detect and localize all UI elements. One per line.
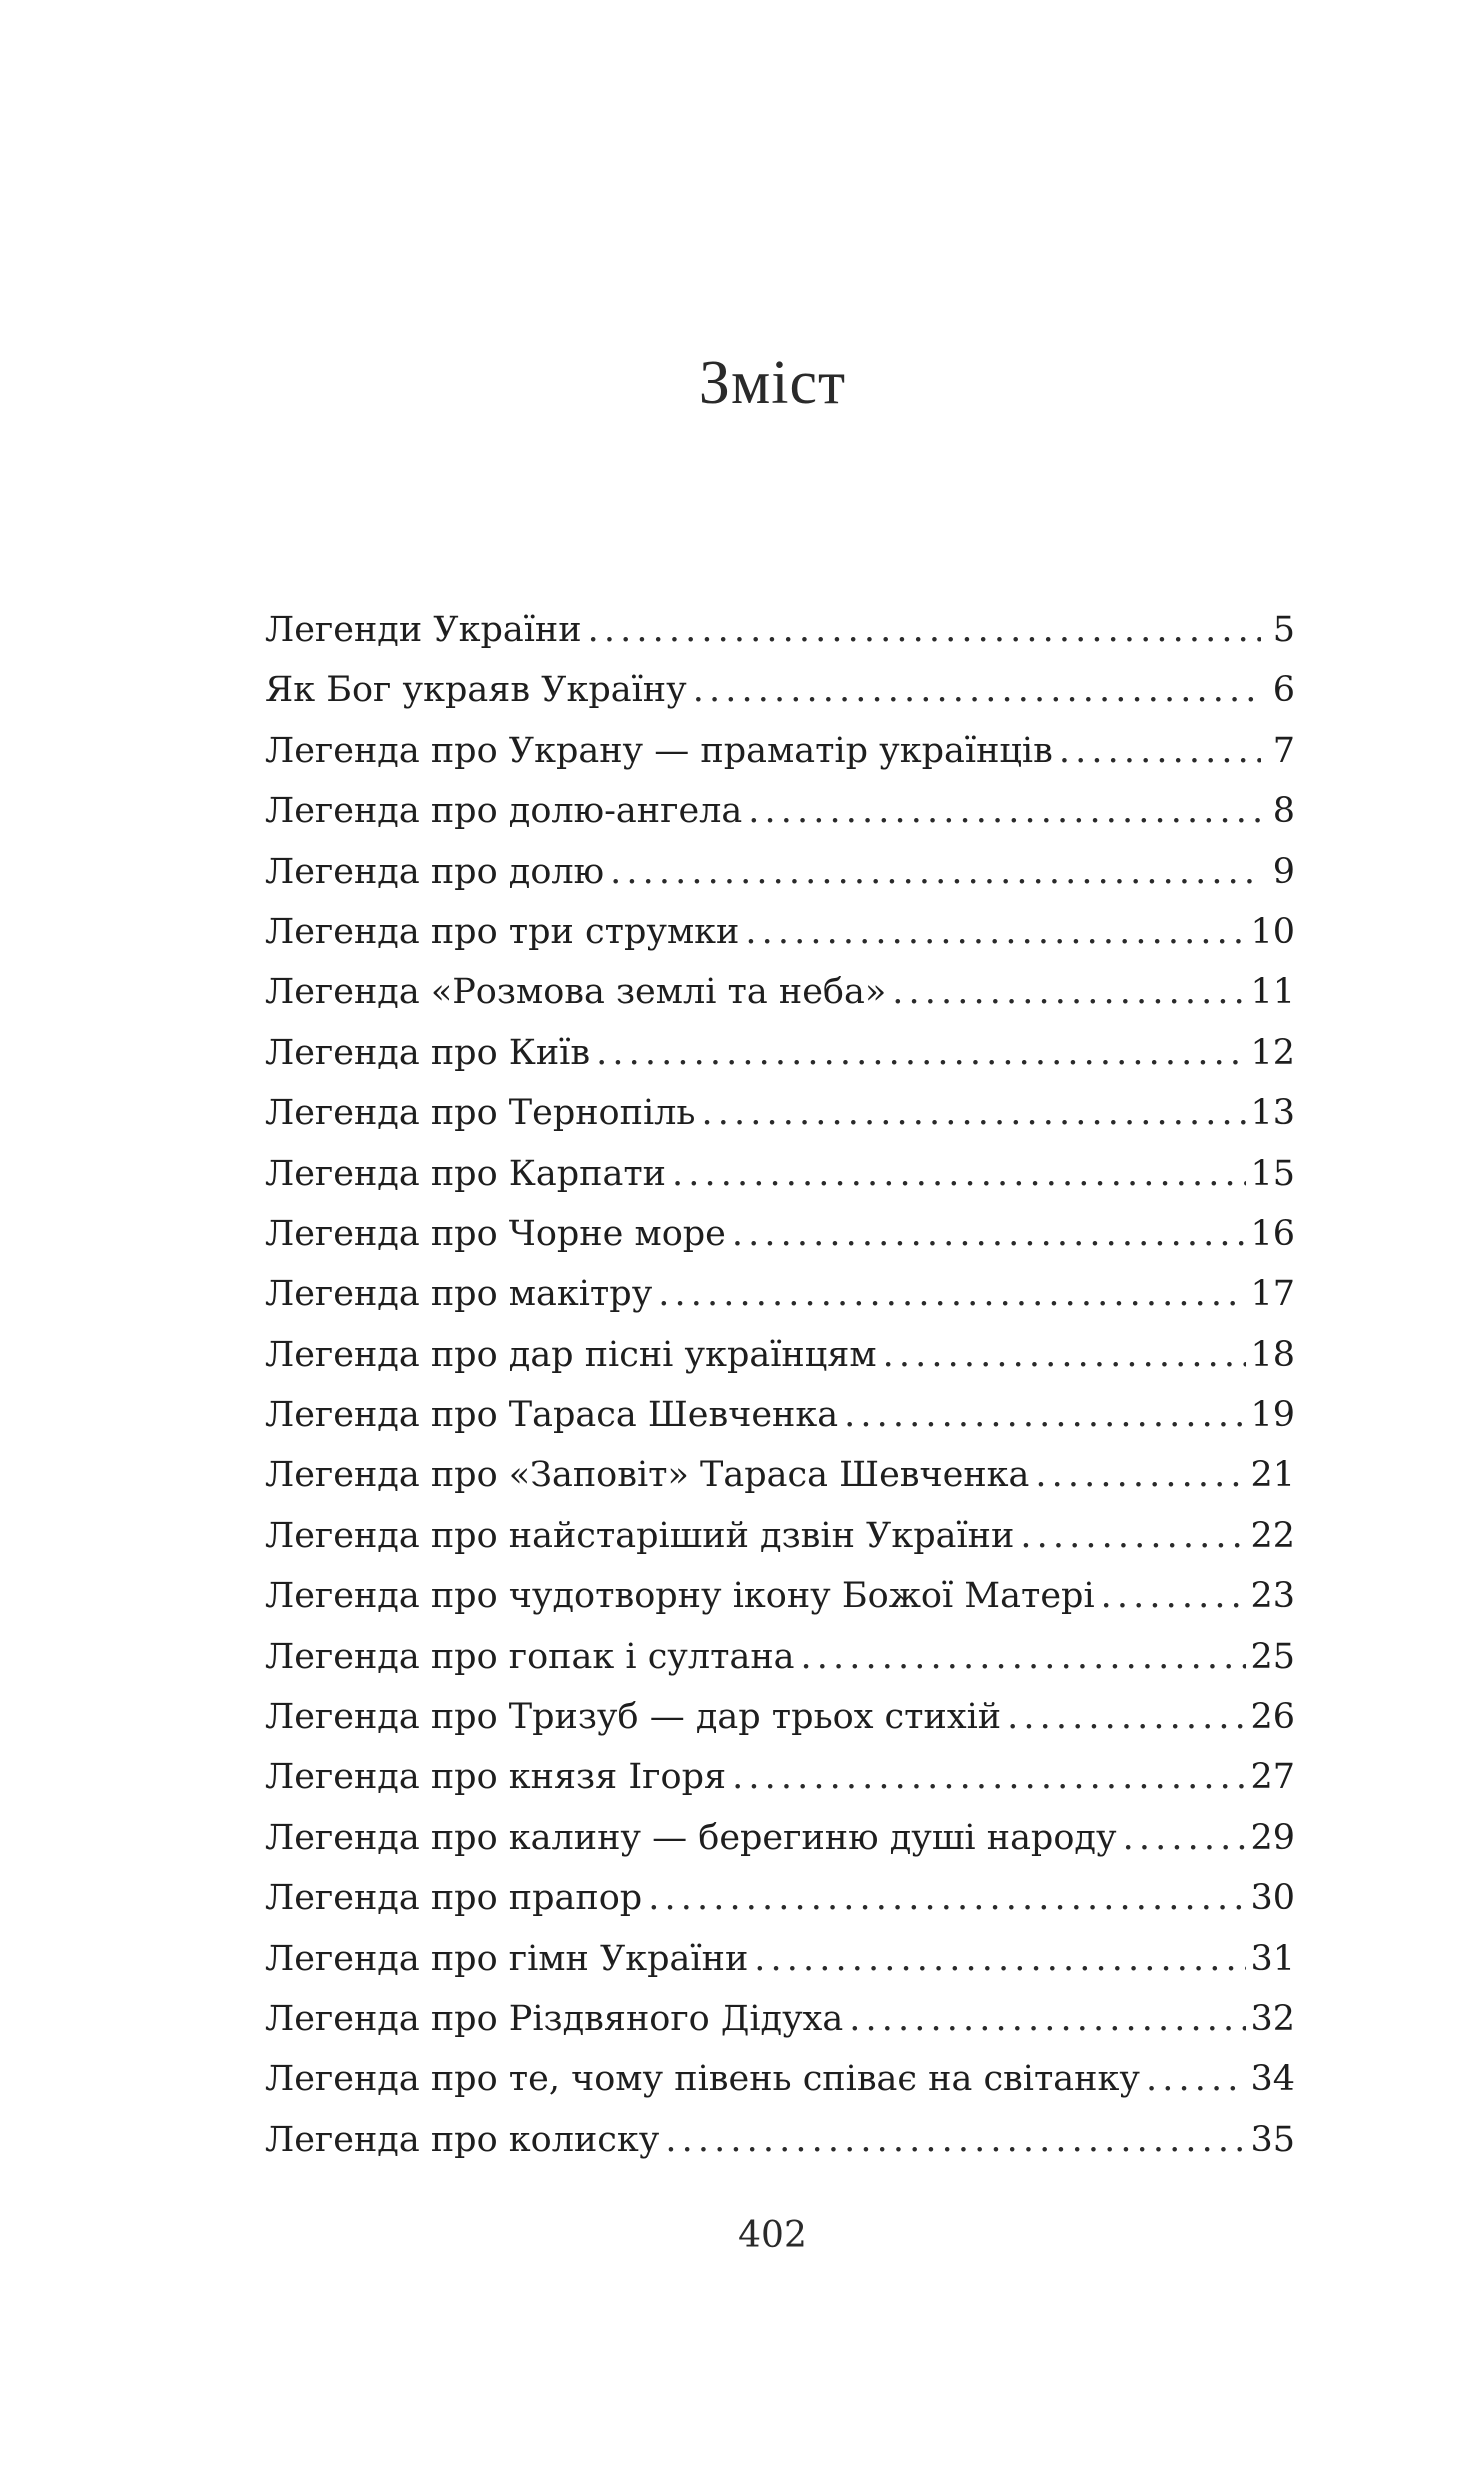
toc-entry xyxy=(265,781,1295,841)
toc-entry-title: Легенда про гімн України xyxy=(265,1938,749,1979)
toc-page-number: 18 xyxy=(1250,1334,1295,1375)
toc-entry-title: Легенда «Розмова землі та неба» xyxy=(265,972,887,1013)
table-of-contents xyxy=(265,600,1295,2170)
toc-page-number: 23 xyxy=(1250,1576,1295,1617)
toc-entry xyxy=(265,962,1295,1022)
toc-entry-title: Легенда про Тризуб — дар трьох стихій xyxy=(265,1697,1002,1738)
dot-leader xyxy=(745,902,1246,962)
toc-entry-title: Легенда про Украну — праматір українців xyxy=(265,730,1053,771)
dot-leader xyxy=(732,1204,1247,1264)
dot-leader xyxy=(1020,1506,1246,1566)
toc-entry-title: Легенда про Київ xyxy=(265,1032,591,1073)
toc-entry-title: Легенда про макітру xyxy=(265,1274,653,1315)
dot-leader xyxy=(648,1868,1246,1928)
toc-entry-title: Легенда про «Заповіт» Тараса Шевченка xyxy=(265,1455,1030,1496)
toc-entry xyxy=(265,1144,1295,1204)
toc-entry-title: Легенда про дар пісні українцям xyxy=(265,1334,877,1375)
dot-leader xyxy=(1007,1687,1246,1747)
toc-entry-title: Як Бог украяв Україну xyxy=(265,670,687,711)
toc-entry-title: Легенда про те, чому півень співає на світанку xyxy=(265,2059,1140,2100)
dot-leader xyxy=(658,1264,1246,1324)
toc-page-number: 25 xyxy=(1250,1636,1295,1677)
toc-page-number: 17 xyxy=(1250,1274,1295,1315)
dot-leader xyxy=(701,1083,1246,1143)
dot-leader xyxy=(892,962,1246,1022)
toc-entry-title: Легенда про Тараса Шевченка xyxy=(265,1395,839,1436)
toc-page-number: 15 xyxy=(1250,1153,1295,1194)
toc-entry xyxy=(265,600,1295,660)
toc-entry-title: Легенда про долю xyxy=(265,851,605,892)
dot-leader xyxy=(748,781,1261,841)
toc-entry xyxy=(265,842,1295,902)
toc-entry xyxy=(265,1747,1295,1807)
toc-entry-title: Легенда про найстаріший дзвін України xyxy=(265,1515,1015,1556)
dot-leader xyxy=(672,1144,1246,1204)
toc-page-number: 8 xyxy=(1272,791,1295,832)
toc-page-number: 5 xyxy=(1272,610,1295,650)
toc-entry xyxy=(265,1989,1295,2049)
toc-page-number: 29 xyxy=(1250,1817,1295,1858)
dot-leader xyxy=(883,1325,1247,1385)
toc-entry xyxy=(265,1204,1295,1264)
toc-page-number: 27 xyxy=(1250,1757,1295,1798)
toc-entry xyxy=(265,721,1295,781)
toc-entry-title: Легенда про прапор xyxy=(265,1878,643,1919)
toc-entry-title: Легенди України xyxy=(265,610,582,650)
page-title: Зміст xyxy=(698,349,847,417)
toc-entry-title: Легенда про Різдвяного Дідуха xyxy=(265,1998,844,2039)
toc-entry xyxy=(265,1385,1295,1445)
toc-entry xyxy=(265,1023,1295,1083)
toc-entry xyxy=(265,1325,1295,1385)
toc-entry xyxy=(265,1264,1295,1324)
dot-leader xyxy=(610,842,1261,902)
dot-leader xyxy=(596,1023,1246,1083)
toc-entry xyxy=(265,1506,1295,1566)
toc-entry-title: Легенда про калину — берегиню душі народу xyxy=(265,1817,1117,1858)
toc-entry-title: Легенда про Чорне море xyxy=(265,1213,726,1254)
toc-page-number: 13 xyxy=(1250,1093,1295,1134)
toc-page-number: 21 xyxy=(1250,1455,1295,1496)
toc-entry xyxy=(265,1929,1295,1989)
dot-leader xyxy=(1123,1808,1247,1868)
toc-entry-title: Легенда про Карпати xyxy=(265,1153,667,1194)
toc-entry xyxy=(265,1868,1295,1928)
toc-entry-title: Легенда про три струмки xyxy=(265,911,740,952)
toc-page-number: 19 xyxy=(1250,1395,1295,1436)
page-number: 402 xyxy=(738,2215,807,2256)
dot-leader xyxy=(1059,721,1261,781)
toc-entry-title: Легенда про князя Ігоря xyxy=(265,1757,727,1798)
toc-page-number: 35 xyxy=(1250,2119,1295,2160)
dot-leader xyxy=(665,2110,1246,2170)
toc-entry xyxy=(265,2049,1295,2109)
dot-leader xyxy=(588,600,1261,660)
toc-page-number: 12 xyxy=(1250,1032,1295,1073)
dot-leader xyxy=(732,1747,1246,1807)
dot-leader xyxy=(1035,1445,1246,1505)
dot-leader xyxy=(1101,1566,1247,1626)
toc-entry-title: Легенда про гопак і султана xyxy=(265,1636,795,1677)
toc-entry-title: Легенда про долю-ангела xyxy=(265,791,743,832)
toc-page-number: 11 xyxy=(1250,972,1295,1013)
toc-page-number: 31 xyxy=(1250,1938,1295,1979)
toc-entry-title: Легенда про Тернопіль xyxy=(265,1093,696,1134)
toc-page-number: 30 xyxy=(1250,1878,1295,1919)
toc-entry-title: Легенда про колиску xyxy=(265,2119,660,2160)
dot-leader xyxy=(801,1627,1247,1687)
toc-page-number: 26 xyxy=(1250,1697,1295,1738)
toc-entry xyxy=(265,1083,1295,1143)
toc-entry xyxy=(265,1566,1295,1626)
toc-page-number: 9 xyxy=(1272,851,1295,892)
toc-page-number: 32 xyxy=(1250,1998,1295,2039)
toc-entry-title: Легенда про чудотворну ікону Божої Матері xyxy=(265,1576,1095,1617)
toc-entry xyxy=(265,1445,1295,1505)
toc-entry xyxy=(265,2110,1295,2170)
toc-entry xyxy=(265,1808,1295,1868)
toc-page-number: 22 xyxy=(1250,1515,1295,1556)
toc-page-number: 7 xyxy=(1272,730,1295,771)
dot-leader xyxy=(849,1989,1246,2049)
dot-leader xyxy=(844,1385,1246,1445)
toc-page-number: 10 xyxy=(1250,911,1295,952)
dot-leader xyxy=(1146,2049,1246,2109)
toc-page-number: 16 xyxy=(1250,1213,1295,1254)
toc-entry xyxy=(265,1627,1295,1687)
dot-leader xyxy=(693,660,1261,720)
toc-entry xyxy=(265,1687,1295,1747)
dot-leader xyxy=(754,1929,1246,1989)
toc-page-number: 34 xyxy=(1250,2059,1295,2100)
toc-entry xyxy=(265,660,1295,720)
toc-entry xyxy=(265,902,1295,962)
toc-page-number: 6 xyxy=(1272,670,1295,711)
